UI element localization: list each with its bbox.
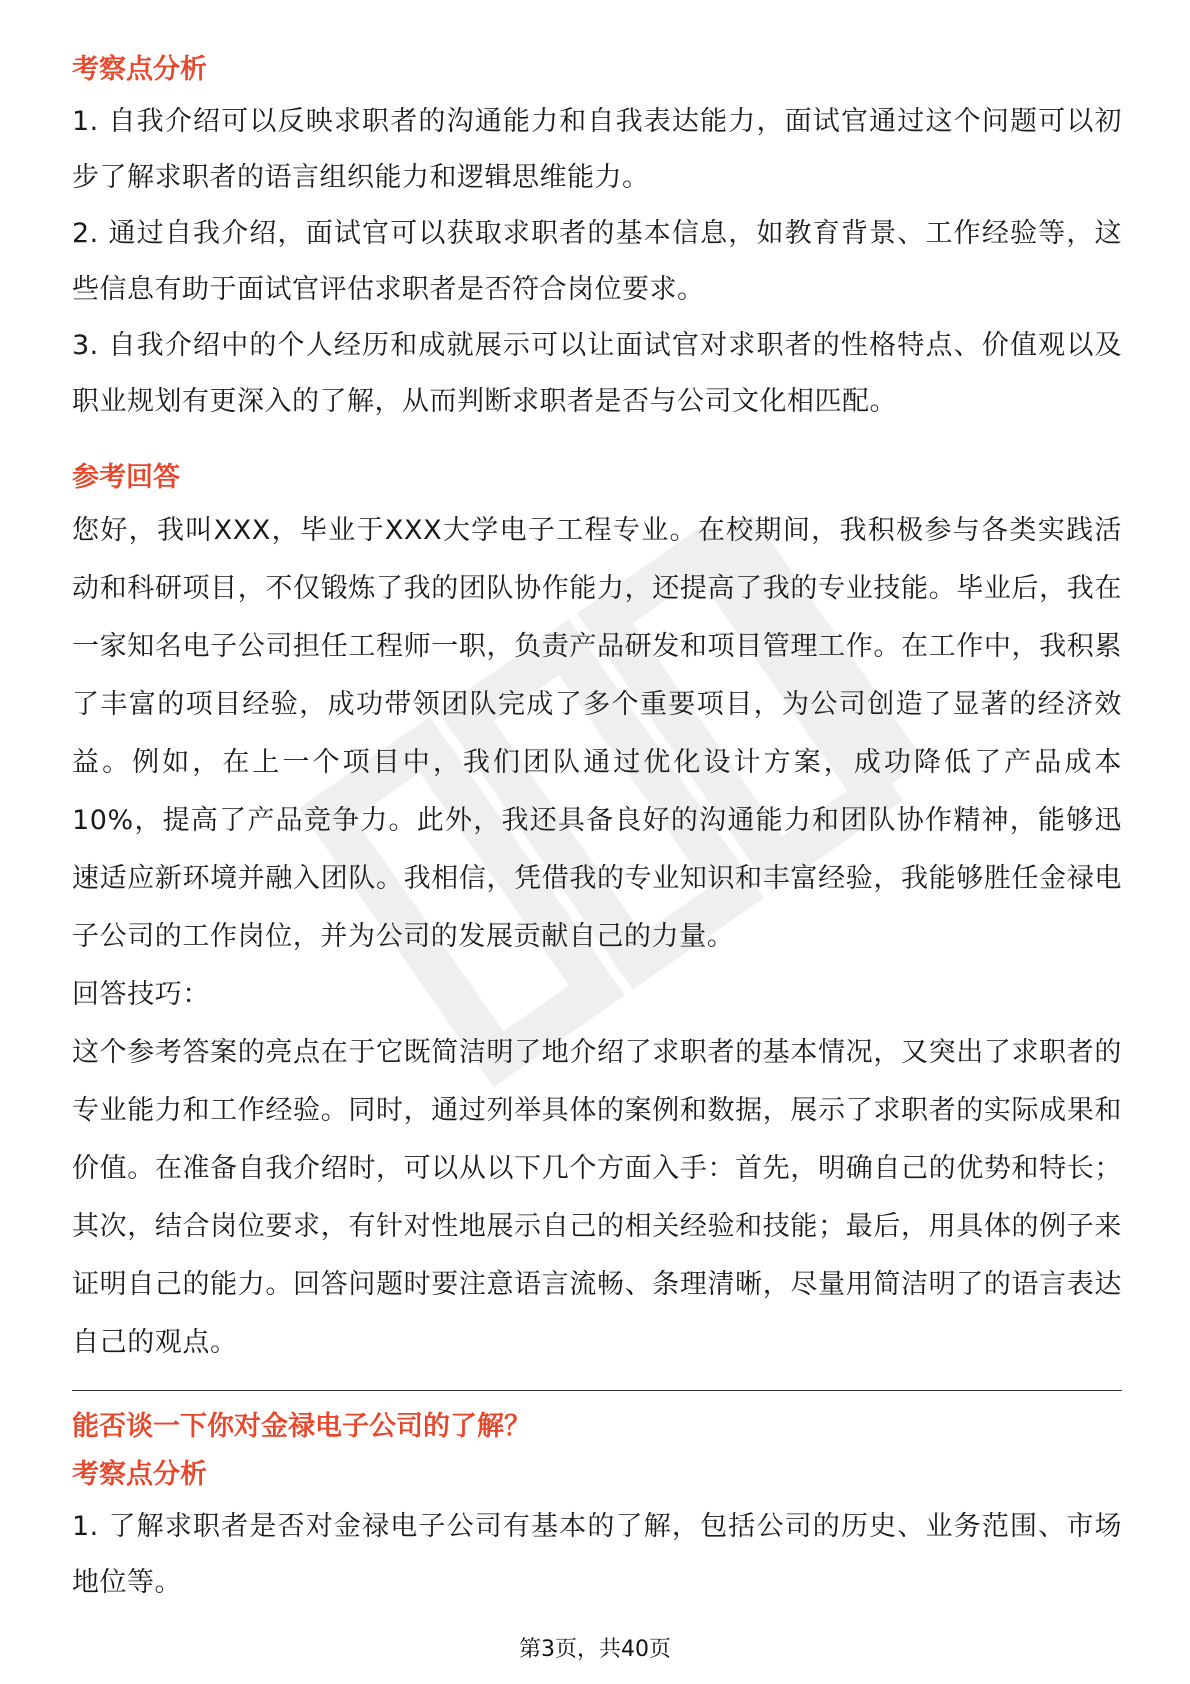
page-number: 第3页，共40页 — [519, 1637, 671, 1662]
document-page — [72, 40, 1122, 1611]
analysis-point-3: 3. 自我介绍中的个人经历和成就展示可以让面试官对求职者的性格特点、价值观以及职业规划有更深入的了解，从而判断求职者是否与公司文化相匹配。 — [72, 330, 1122, 417]
analysis-heading-2: 考察点分析 — [72, 1459, 207, 1490]
analysis-point-q2-1: 1. 了解求职者是否对金禄电子公司有基本的了解，包括公司的历史、业务范围、市场地位等。 — [72, 1511, 1122, 1598]
question-title: 能否谈一下你对金禄电子公司的了解？ — [72, 1411, 531, 1442]
section-divider — [72, 1390, 1122, 1391]
reference-answer-text: 您好，我叫XXX，毕业于XXX大学电子工程专业。在校期间，我积极参与各类实践活动和科研项目，不仅锻炼了我的团队协作能力，还提高了我的专业技能。毕业后，我在一家知名电子公司担任工程师一职，负责产品研发和项目管理工作。在工作中，我积累了丰富的项目经验，成功带领团队完成了多个重要项目，为公司创造了显著的经济效益。例如，在上一个项目中，我们团队通过优化设计方案，成功降低了产品成本10%，提高了产品竞争力。此外，我还具备良好的沟通能力和团队协作精神，能够迅速适应新环境并融入团队。我相信，凭借我的专业知识和丰富经验，我能够胜任金禄电子公司的工作岗位，并为公司的发展贡献自己的力量。 — [72, 515, 1122, 952]
answer-tips-label: 回答技巧： — [72, 979, 210, 1010]
analysis-point-1: 1. 自我介绍可以反映求职者的沟通能力和自我表达能力，面试官通过这个问题可以初步了解求职者的语言组织能力和逻辑思维能力。 — [72, 106, 1122, 193]
analysis-point-2: 2. 通过自我介绍，面试官可以获取求职者的基本信息，如教育背景、工作经验等，这些信息有助于面试官评估求职者是否符合岗位要求。 — [72, 218, 1122, 305]
reference-answer-heading: 参考回答 — [72, 462, 180, 493]
answer-tips-text: 这个参考答案的亮点在于它既简洁明了地介绍了求职者的基本情况，又突出了求职者的专业能力和工作经验。同时，通过列举具体的案例和数据，展示了求职者的实际成果和价值。在准备自我介绍时，可以从以下几个方面入手：首先，明确自己的优势和特长；其次，结合岗位要求，有针对性地展示自己的相关经验和技能；最后，用具体的例子来证明自己的能力。回答问题时要注意语言流畅、条理清晰，尽量用简洁明了的语言表达自己的观点。 — [72, 1037, 1122, 1358]
analysis-heading: 考察点分析 — [72, 54, 207, 85]
